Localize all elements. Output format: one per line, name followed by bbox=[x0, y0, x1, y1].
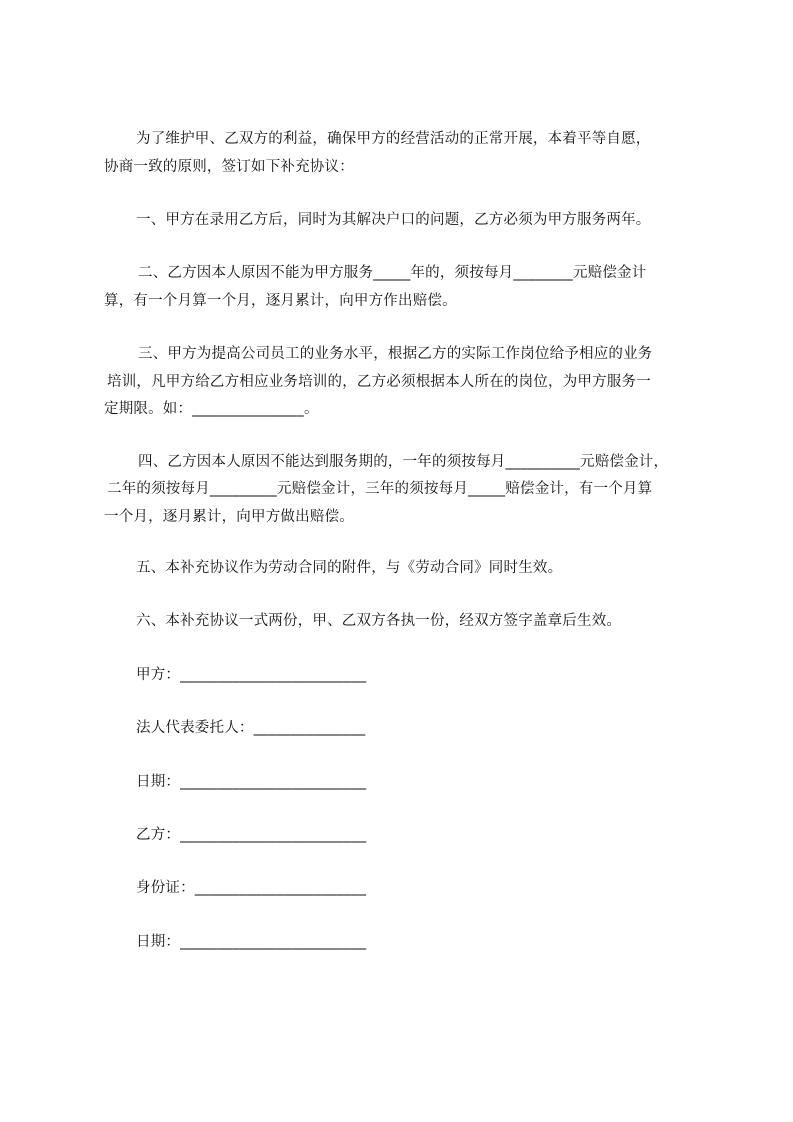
clause-4-line-2: 二年的须按每月_________元赔偿金计，三年的须按每月_____赔偿金计，有一个月算 bbox=[107, 481, 653, 497]
signature-party-a: 甲方：_________________________ bbox=[136, 667, 367, 683]
clause-6-line-1: 六、本补充协议一式两份，甲、乙双方各执一份，经双方签字盖章后生效。 bbox=[136, 613, 622, 629]
clause-4-line-3: 一个月，逐月累计，向甲方做出赔偿。 bbox=[104, 509, 354, 525]
clause-3-line-3: 定期限。如：_______________。 bbox=[104, 401, 319, 417]
signature-party-b: 乙方：_________________________ bbox=[136, 827, 367, 843]
clause-3-line-1: 三、甲方为提高公司员工的业务水平，根据乙方的实际工作岗位给予相应的业务 bbox=[138, 346, 653, 362]
clause-3-line-2: 培训，凡甲方给乙方相应业务培训的，乙方必须根据本人所在的岗位，为甲方服务一 bbox=[107, 374, 651, 390]
signature-id-card: 身份证：_______________________ bbox=[136, 880, 367, 896]
signature-date-a: 日期：_________________________ bbox=[136, 774, 367, 790]
clause-5-line-1: 五、本补充协议作为劳动合同的附件，与《劳动合同》同时生效。 bbox=[136, 560, 563, 576]
clause-2-line-1: 二、乙方因本人原因不能为甲方服务_____年的，须按每月________元赔偿金计 bbox=[138, 265, 647, 281]
clause-2-line-2: 算，有一个月算一个月，逐月累计，向甲方作出赔偿。 bbox=[104, 293, 457, 309]
intro-line-1: 为了维护甲、乙双方的利益，确保甲方的经营活动的正常开展，本着平等自愿， bbox=[136, 131, 651, 147]
signature-date-b: 日期：_________________________ bbox=[136, 934, 367, 950]
intro-line-2: 协商一致的原则，签订如下补充协议： bbox=[104, 159, 354, 175]
signature-legal-representative: 法人代表委托人：_______________ bbox=[136, 720, 366, 736]
clause-4-line-1: 四、乙方因本人原因不能达到服务期的，一年的须按每月__________元赔偿金计， bbox=[138, 454, 669, 470]
clause-1-line-1: 一、甲方在录用乙方后，同时为其解决户口的问题，乙方必须为甲方服务两年。 bbox=[136, 212, 651, 228]
